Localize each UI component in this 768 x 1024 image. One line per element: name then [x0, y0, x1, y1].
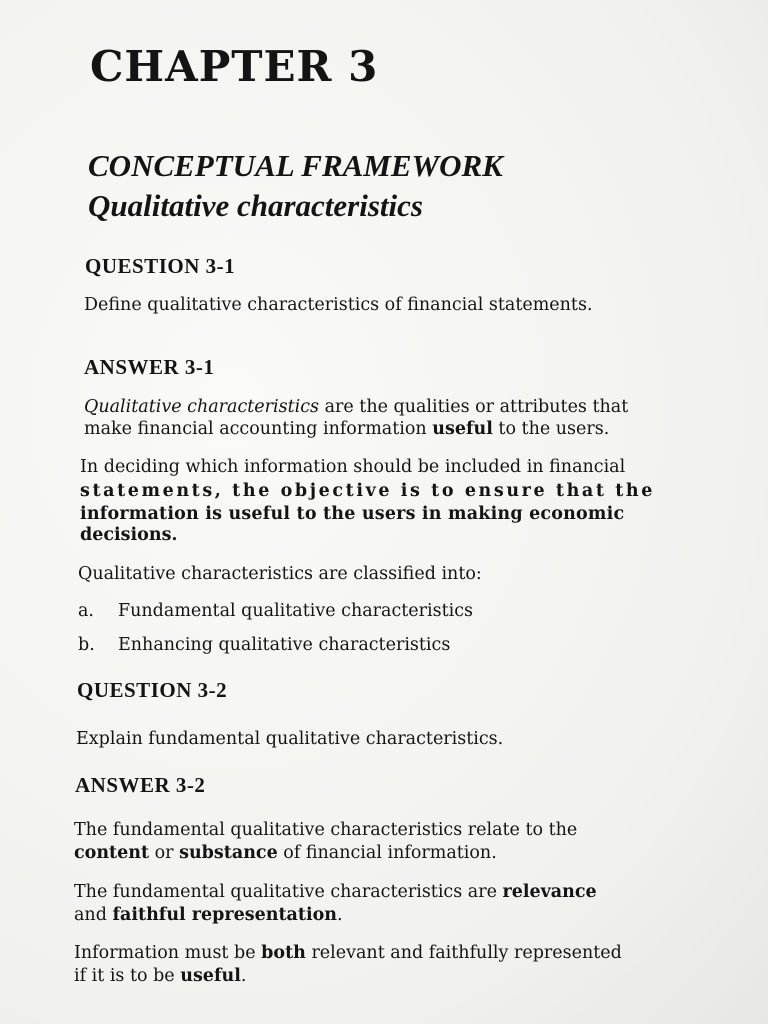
answer-3-2-p2-line2 — [74, 904, 343, 926]
answer-3-2-p2-l2-start: and — [74, 905, 113, 925]
subtitle-framework: CONCEPTUAL FRAMEWORK — [88, 148, 503, 183]
list-item — [78, 634, 450, 656]
answer-3-2-p3-line1 — [74, 942, 622, 964]
bold-faithful-representation: faithful representation — [112, 905, 338, 925]
answer-3-2-p3-l2-start: if it is to be — [74, 966, 181, 986]
question-3-1-heading: QUESTION 3-1 — [85, 254, 236, 278]
answer-3-1-p2-line2: statements, the objective is to ensure that the — [80, 481, 655, 501]
answer-3-2-p1-line2 — [74, 842, 497, 864]
answer-3-1-p1-rest: are the qualities or attributes that — [319, 397, 629, 417]
answer-3-2-p2-l1-start: The fundamental qualitative characteristics are — [74, 882, 503, 902]
answer-3-1-p1-line2 — [84, 418, 609, 440]
answer-3-1-heading: ANSWER 3-1 — [84, 355, 215, 379]
list-marker: a. — [78, 601, 94, 621]
list-text: Fundamental qualitative characteristics — [118, 601, 474, 621]
answer-3-2-p1-l2-end: of financial information. — [277, 843, 497, 863]
list-item — [78, 600, 473, 622]
bold-useful: useful — [432, 419, 493, 439]
answer-3-2-p1-line1: The fundamental qualitative characteristics relate to the — [74, 820, 578, 840]
answer-3-2-p3-line2 — [74, 965, 246, 987]
answer-3-2-p3-l2-end: . — [240, 966, 247, 986]
bold-content: content — [74, 843, 150, 863]
question-3-2-heading: QUESTION 3-2 — [77, 678, 228, 702]
answer-3-1-p1-line1 — [84, 396, 628, 418]
answer-3-1-p2-line3: information is useful to the users in making economic — [80, 504, 625, 524]
text-or: or — [149, 843, 180, 863]
answer-3-2-p3-l1-start: Information must be — [74, 943, 262, 963]
answer-3-2-p2-line1 — [74, 881, 597, 903]
answer-3-2-heading: ANSWER 3-2 — [75, 773, 206, 797]
bold-substance: substance — [179, 843, 278, 863]
bold-useful-final: useful — [180, 966, 241, 986]
answer-3-1-p2-line1: In deciding which information should be included in financial — [80, 457, 626, 477]
answer-3-2-p2-l2-end: . — [337, 905, 343, 925]
list-marker: b. — [78, 635, 95, 655]
chapter-title: CHAPTER 3 — [90, 42, 379, 91]
answer-3-2-p3-l1-end: relevant and faithfully represented — [305, 943, 622, 963]
answer-3-1-p1-l2-start: make financial accounting information — [84, 419, 433, 439]
bold-relevance: relevance — [502, 882, 597, 902]
question-3-2-text: Explain fundamental qualitative characteristics. — [76, 729, 504, 749]
list-text: Enhancing qualitative characteristics — [118, 635, 451, 655]
subtitle-qualitative: Qualitative characteristics — [88, 188, 423, 223]
answer-3-1-p3: Qualitative characteristics are classified into: — [78, 564, 482, 584]
term-qualitative-characteristics: Qualitative characteristics — [84, 397, 319, 417]
answer-3-1-p1-l2-end: to the users. — [492, 419, 610, 439]
question-3-1-text: Define qualitative characteristics of financial statements. — [84, 295, 593, 315]
answer-3-1-p2-line4: decisions. — [80, 525, 178, 545]
bold-both: both — [261, 943, 306, 963]
